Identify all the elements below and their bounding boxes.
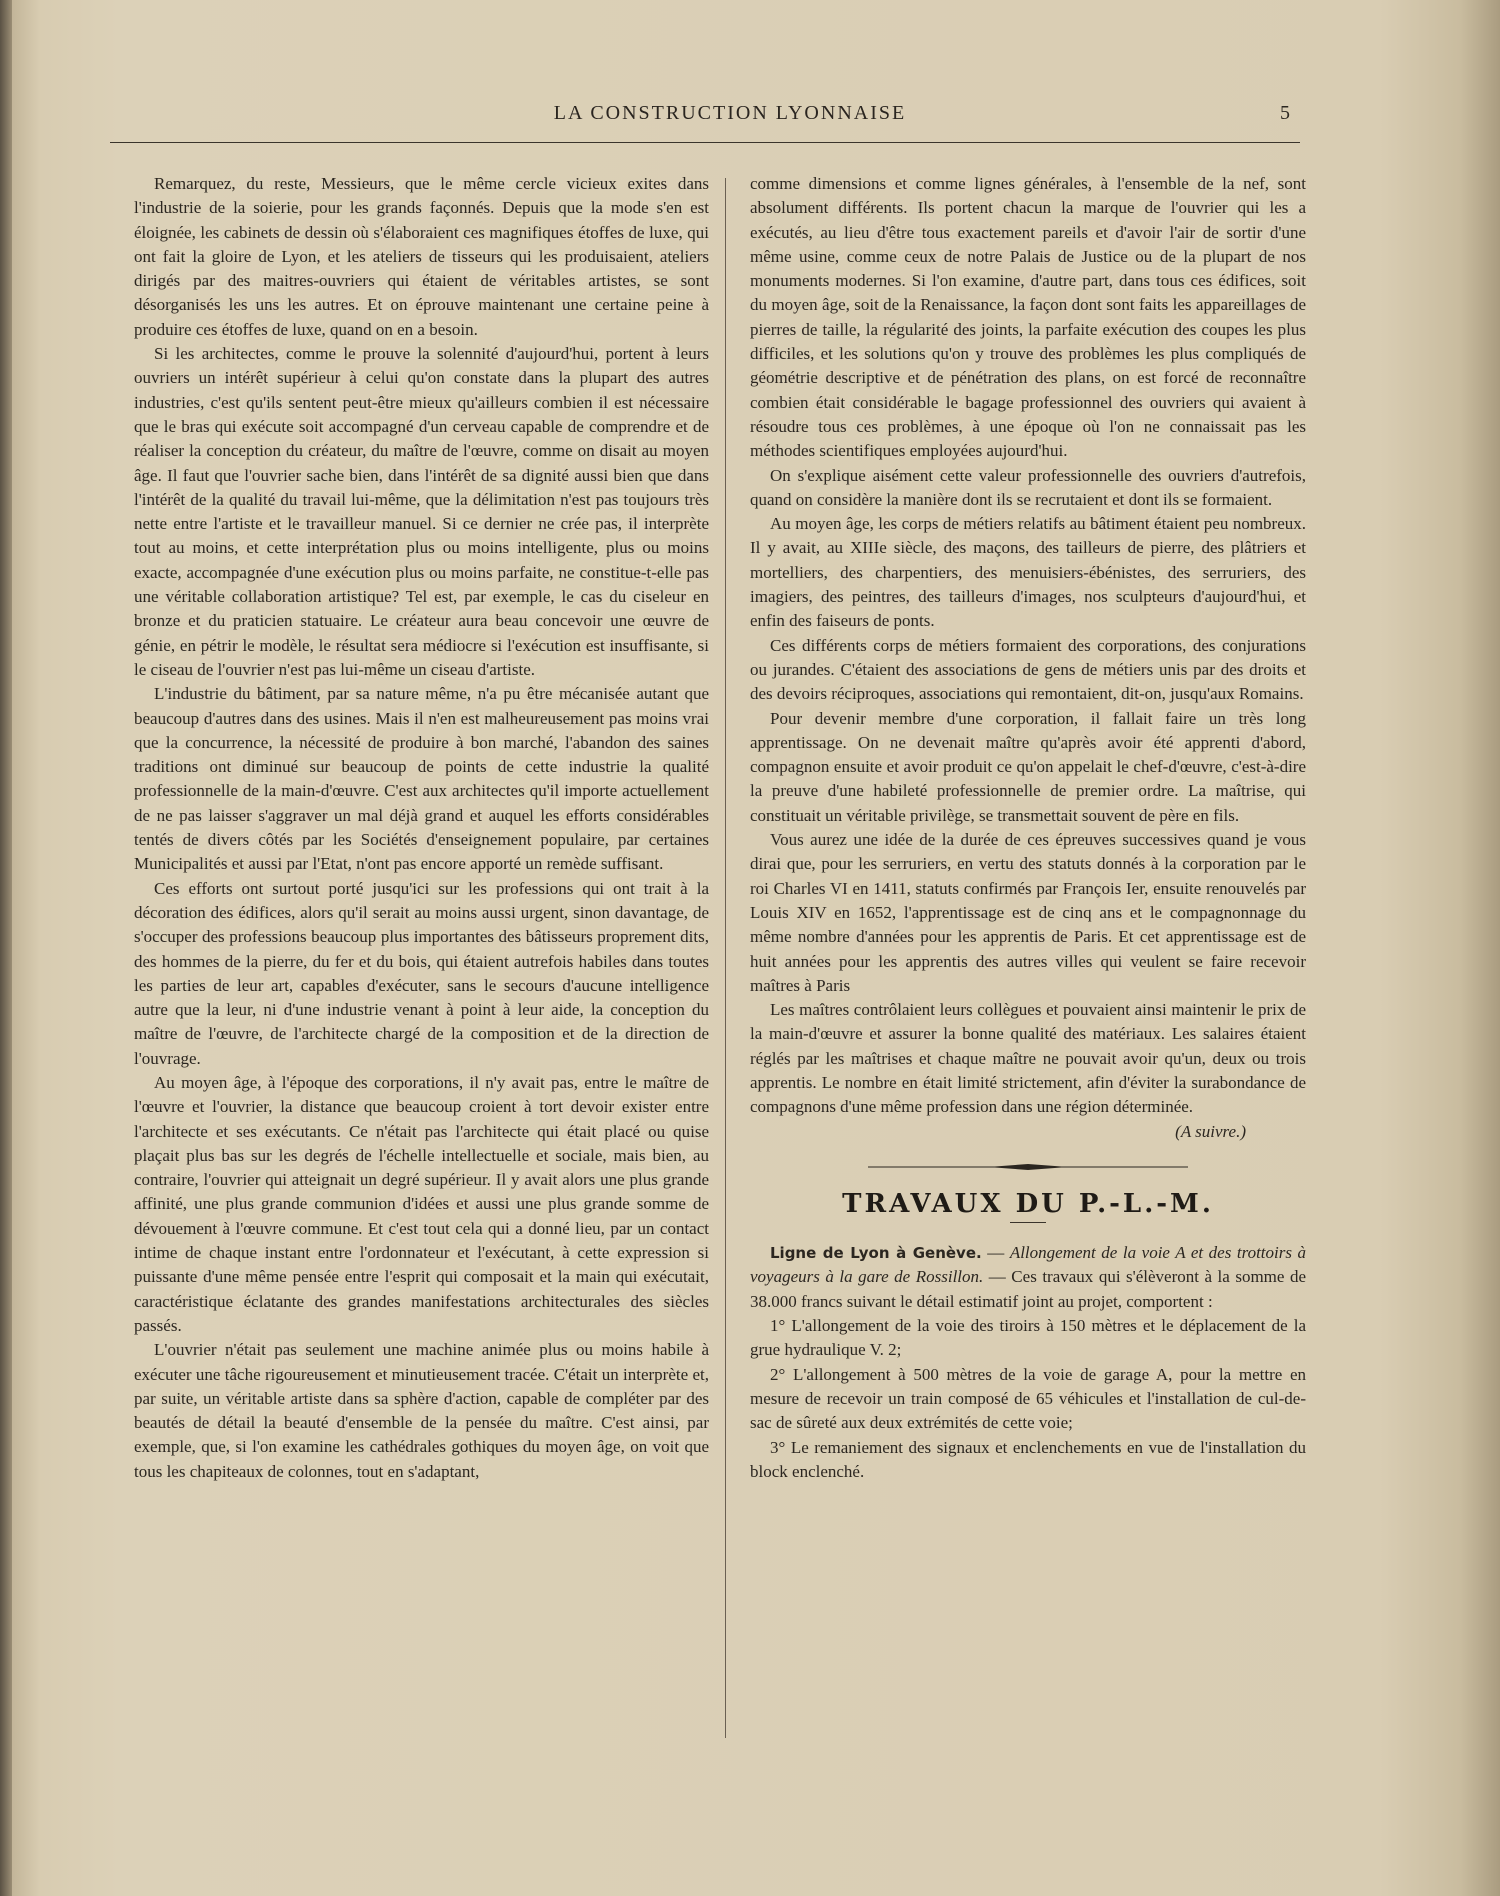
paragraph: Pour devenir membre d'une corporation, il fallait faire un très long apprentissage. On ne devenait maître qu'après avoir été apprenti d'abord, compagnon ensuite et avoir produit ce qu'on appelait le chef-d'œuvre, c'est-à-dire la preuve d'une habileté professionnelle de premier ordre. La maîtrise, qui constituait un véritable privilège, se transmettait souvent de père en fils. <box>750 708 1306 825</box>
page-number: 5 <box>1280 102 1290 124</box>
paragraph: Ces efforts ont surtout porté jusqu'ici sur les professions qui ont trait à la décoration des édifices, alors qu'il serait au moins aussi urgent, sinon davantage, de s'occuper des professions beaucoup plus importantes des bâtisseurs proprement dits, des hommes de la pierre, du fer et du bois, qui étaient autrefois habiles dans toutes les parties de leur art, capables d'exécuter, sans le secours d'aucune intelligence autre que la leur, ni d'une industrie venant à point à leur aide, la conception du maître de l'œuvre, de l'architecte chargé de la composition et de la direction de l'ouvrage. <box>134 878 709 1068</box>
paragraph: Si les architectes, comme le prouve la solennité d'aujourd'hui, portent à leurs ouvriers un intérêt supérieur à celui qu'on constate dans la plupart des autres industries, c'est qu'ils sentent peut-être mieux qu'ailleurs combien il est nécessaire que le bras qui exécute soit accompagné d'un cerveau capable de comprendre et de réaliser la conception du créateur, du maître de l'œuvre, comme on disait au moyen âge. Il faut que l'ouvrier sache bien, dans l'intérêt de sa dignité aussi bien que dans l'intérêt de la qualité du travail lui-même, que la délimitation n'est pas toujours très nette entre l'artiste et le travailleur manuel. Si ce dernier ne crée pas, il interprète tout au moins, et cette interprétation plus ou moins intelligente, plus ou moins exacte, accompagnée d'une exécution plus ou moins parfaite, ne constitue-t-elle pas une véritable collaboration artistique? Tel est, par exemple, le cas du ciseleur en bronze et du praticien statuaire. Le créateur aura beau concevoir une œuvre de génie, en pétrir le modèle, le résultat sera médiocre si l'exécution est insuffisante, si le ciseau de l'ouvrier n'est pas lui-même un ciseau d'artiste. <box>134 344 709 679</box>
paragraph: On s'explique aisément cette valeur professionnelle des ouvriers d'autrefois, quand on considère la manière dont ils se recrutaient et dont ils se formaient. <box>750 465 1306 509</box>
section-ornament <box>868 1162 1188 1172</box>
paragraph: Ces différents corps de métiers formaient des corporations, des conjurations ou jurandes. C'étaient des associations de gens de métiers unis par des droits et des devoirs réciproques, associations qui remontaient, dit-on, jusqu'aux Romains. <box>750 635 1306 704</box>
paragraph: comme dimensions et comme lignes générales, à l'ensemble de la nef, sont absolument différents. Ils portent chacun la marque de l'ouvrier qui les a exécutés, au lieu d'être tous exactement pareils et d'avoir l'air de sortir d'une même usine, comme ceux de notre Palais de Justice ou de la plupart de nos monuments modernes. Si l'on examine, d'autre part, dans tous ces édifices, soit du moyen âge, soit de la Renaissance, la façon dont sont faits les appareillages de pierres de taille, la régularité des joints, la parfaite exécution des coupes les plus difficiles, et les solutions qu'on y trouve des problèmes les plus compliqués de géométrie descriptive et de pénétration des plans, on est forcé de reconnaître combien était considérable le bagage professionnel des ouvriers qui avaient à résoudre tous ces problèmes, à une époque où l'on ne connaissait pas les méthodes scientifiques employées aujourd'hui. <box>750 174 1306 461</box>
list-item: 1° L'allongement de la voie des tiroirs à 150 mètres et le déplacement de la grue hydraulique V. 2; <box>750 1316 1306 1360</box>
paragraph: L'ouvrier n'était pas seulement une machine animée plus ou moins habile à exécuter une tâche rigoureusement et minutieusement tracée. C'était un interprète et, par suite, un véritable artiste dans sa sphère d'action, capable de compléter par des beautés de détail la beauté d'ensemble de la pensée du maître. C'est ainsi, par exemple, que, si l'on examine les cathédrales gothiques du moyen âge, on voit que tous les chapiteaux de colonnes, tout en s'adaptant, <box>134 1340 709 1481</box>
travaux-intro-paragraph <box>750 1241 1306 1314</box>
to-be-continued: (A suivre.) <box>1175 1121 1246 1141</box>
list-item: 2° L'allongement à 500 mètres de la voie de garage A, pour la mettre en mesure de recevoir un train composé de 65 véhicules et l'installation de cul-de-sac de sûreté aux deux extrémités de cette voie; <box>750 1364 1306 1433</box>
paragraph: Les maîtres contrôlaient leurs collègues et pouvaient ainsi maintenir le prix de la main-d'œuvre et assurer la bonne qualité des matériaux. Les salaires étaient réglés par les maîtrises et chaque maître ne pouvait avoir qu'un, deux ou trois apprentis. Le nombre en était limité strictement, afin d'éviter la surabondance de compagnons d'une même profession dans une région déterminée. <box>750 1000 1306 1117</box>
paragraph: Remarquez, du reste, Messieurs, que le même cercle vicieux exites dans l'industrie de la soierie, pour les grands façonnés. Depuis que la mode s'en est éloignée, les cabinets de dessin où s'élaboraient ces magnifiques étoffes de luxe, qui ont fait la gloire de Lyon, et les ateliers de tisseurs qui les produisaient, ateliers dirigés par des maitres-ouvriers qui étaient de véritables artistes, se sont désorganisés les uns les autres. Et on éprouve maintenant une certaine peine à produire ces étoffes de luxe, quand on en a besoin. <box>134 174 709 339</box>
section-title: TRAVAUX DU P.-L.-M. <box>842 1188 1214 1219</box>
right-column <box>750 172 1306 1484</box>
paragraph: Au moyen âge, à l'époque des corporations, il n'y avait pas, entre le maître de l'œuvre et l'ouvrier, la distance que beaucoup croient à tort devoir exister entre l'architecte et ses exécutants. Ce n'était pas l'architecte qui était placé ou quise plaçait plus bas sur les degrés de l'échelle intellectuelle et sociale, mais bien, au contraire, l'ouvrier qui atteignait un degré supérieur. Il y avait alors une plus grande affinité, une plus grande communion d'idées et aussi une plus grande somme de dévouement à l'œuvre commune. Et c'est tout cela qui a donné lieu, par un contact intime de chaque instant entre l'ordonnateur et l'exécutant, à cette expression si puissante d'une même pensée entre l'esprit qui composait et la main qui exécutait, caractéristique éclatante des grandes manifestations architecturales des siècles passés. <box>134 1072 709 1335</box>
paragraph: L'industrie du bâtiment, par sa nature même, n'a pu être mécanisée autant que beaucoup d'autres dans des usines. Mais il n'en est malheureusement pas moins vrai que la concurrence, la nécessité de produire à bon marché, l'abandon des saines traditions ont diminué sur beaucoup de points de cette industrie la qualité professionnelle de la main-d'œuvre. C'est aux architectes qu'il importe actuellement de ne pas laisser s'aggraver un mal déjà grand et auquel les efforts considérables tentés de divers côtés par les Sociétés d'enseignement populaire, par certaines Municipalités et aussi par l'Etat, n'ont pas encore apporté un remède suffisant. <box>134 684 709 874</box>
title-underline <box>1010 1222 1046 1223</box>
list-item: 3° Le remaniement des signaux et enclenchements en vue de l'installation du block enclenché. <box>750 1437 1306 1481</box>
left-column <box>134 172 709 1484</box>
works-intro: — Ces travaux qui s'élèveront à la somme de 38.000 francs suivant le détail estimatif joint au projet, comportent : <box>750 1267 1306 1311</box>
paragraph: Vous aurez une idée de la durée de ces épreuves successives quand je vous dirai que, pour les serruriers, en vertu des statuts donnés à la corporation par le roi Charles VI en 1411, statuts confirmés par François Ier, ensuite renouvelés par Louis XIV en 1652, l'apprentissage est de cinq ans et le compagnonnage du même nombre d'années pour les apprentis de Paris. Et cet apprentissage est de huit années pour les apprentis des autres villes qui veulent se faire recevoir maîtres à Paris <box>750 830 1306 995</box>
binding-spine <box>0 0 12 1896</box>
header-rule <box>110 142 1300 143</box>
dash: — <box>981 1243 1010 1263</box>
paragraph: Au moyen âge, les corps de métiers relatifs au bâtiment étaient peu nombreux. Il y avait, au XIIIe siècle, des maçons, des tailleurs de pierre, des plâtriers et mortelliers, des charpentiers, des menuisiers-ébénistes, des serruriers, des imagiers, des peintres, des tailleurs d'images, nos sculpteurs d'aujourd'hui, et enfin des faiseurs de ponts. <box>750 514 1306 631</box>
works-subject: Allongement de la voie A et des trottoirs à voyageurs à la gare de Rossillon. <box>750 1243 1307 1287</box>
line-name: Ligne de Lyon à Genève. <box>770 1244 982 1263</box>
running-header-title: LA CONSTRUCTION LYONNAISE <box>553 102 907 124</box>
column-divider <box>725 178 726 1738</box>
